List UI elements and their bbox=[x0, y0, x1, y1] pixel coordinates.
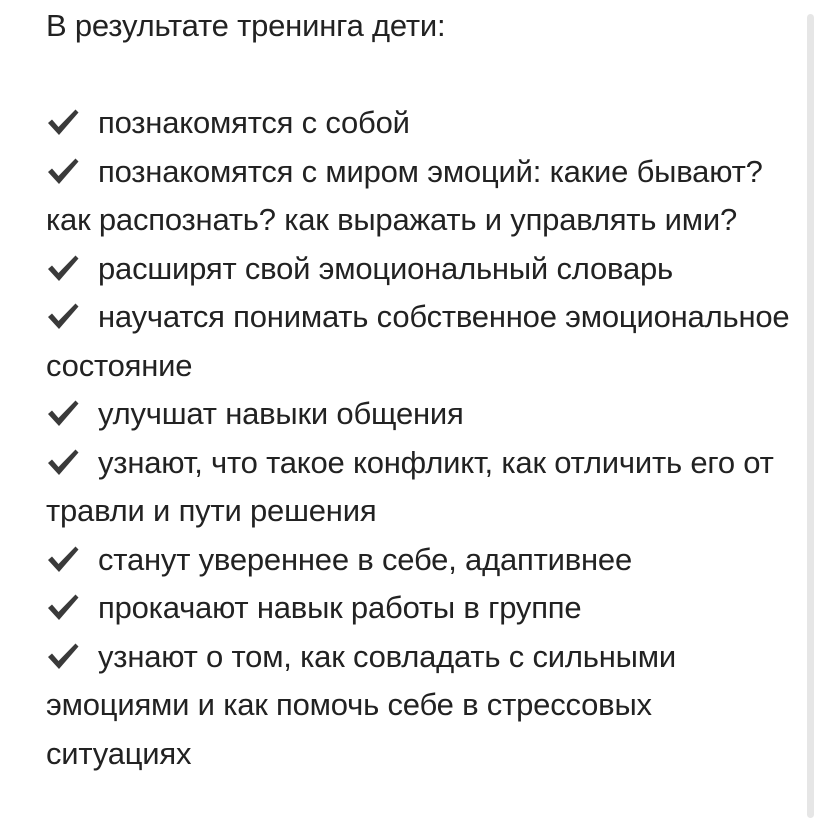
check-mark-icon bbox=[46, 254, 80, 282]
check-mark-icon bbox=[46, 642, 80, 670]
blank-line bbox=[46, 51, 798, 100]
list-item-text: познакомятся с миром эмоций: какие бывают? как распознать? как выражать и управлять ими? bbox=[46, 153, 763, 237]
list-item bbox=[46, 584, 798, 633]
list-item bbox=[46, 148, 798, 245]
list-item-text: узнают о том, как совладать с сильными эмоциями и как помочь себе в стрессовых ситуациях bbox=[46, 638, 676, 771]
list-item bbox=[46, 536, 798, 585]
list-item-text: познакомятся с собой bbox=[98, 105, 410, 140]
note-title: В результате тренинга дети: bbox=[46, 8, 446, 43]
list-item bbox=[46, 633, 798, 779]
list-item-text: научатся понимать собственное эмоциональное состояние bbox=[46, 299, 790, 383]
check-mark-icon bbox=[46, 593, 80, 621]
list-item-text: улучшат навыки общения bbox=[98, 396, 464, 431]
list-item-text: станут увереннее в себе, адаптивнее bbox=[98, 541, 632, 577]
outcomes-list bbox=[46, 99, 798, 778]
list-item bbox=[46, 99, 798, 148]
list-item bbox=[46, 439, 798, 536]
check-mark-icon bbox=[46, 448, 80, 476]
note-body[interactable] bbox=[46, 2, 798, 778]
check-mark-icon bbox=[46, 302, 80, 330]
vertical-scrollbar[interactable] bbox=[807, 14, 814, 818]
check-mark-icon bbox=[46, 157, 80, 185]
list-item-text: узнают, что такое конфликт, как отличить его от травли и пути решения bbox=[46, 444, 774, 528]
list-item-text: прокачают навык работы в группе bbox=[98, 590, 582, 625]
list-item bbox=[46, 390, 798, 439]
list-item bbox=[46, 245, 798, 294]
check-mark-icon bbox=[46, 399, 80, 427]
check-mark-icon bbox=[46, 545, 80, 573]
list-item-text: расширят свой эмоциональный словарь bbox=[98, 250, 673, 286]
list-item bbox=[46, 293, 798, 390]
check-mark-icon bbox=[46, 108, 80, 136]
